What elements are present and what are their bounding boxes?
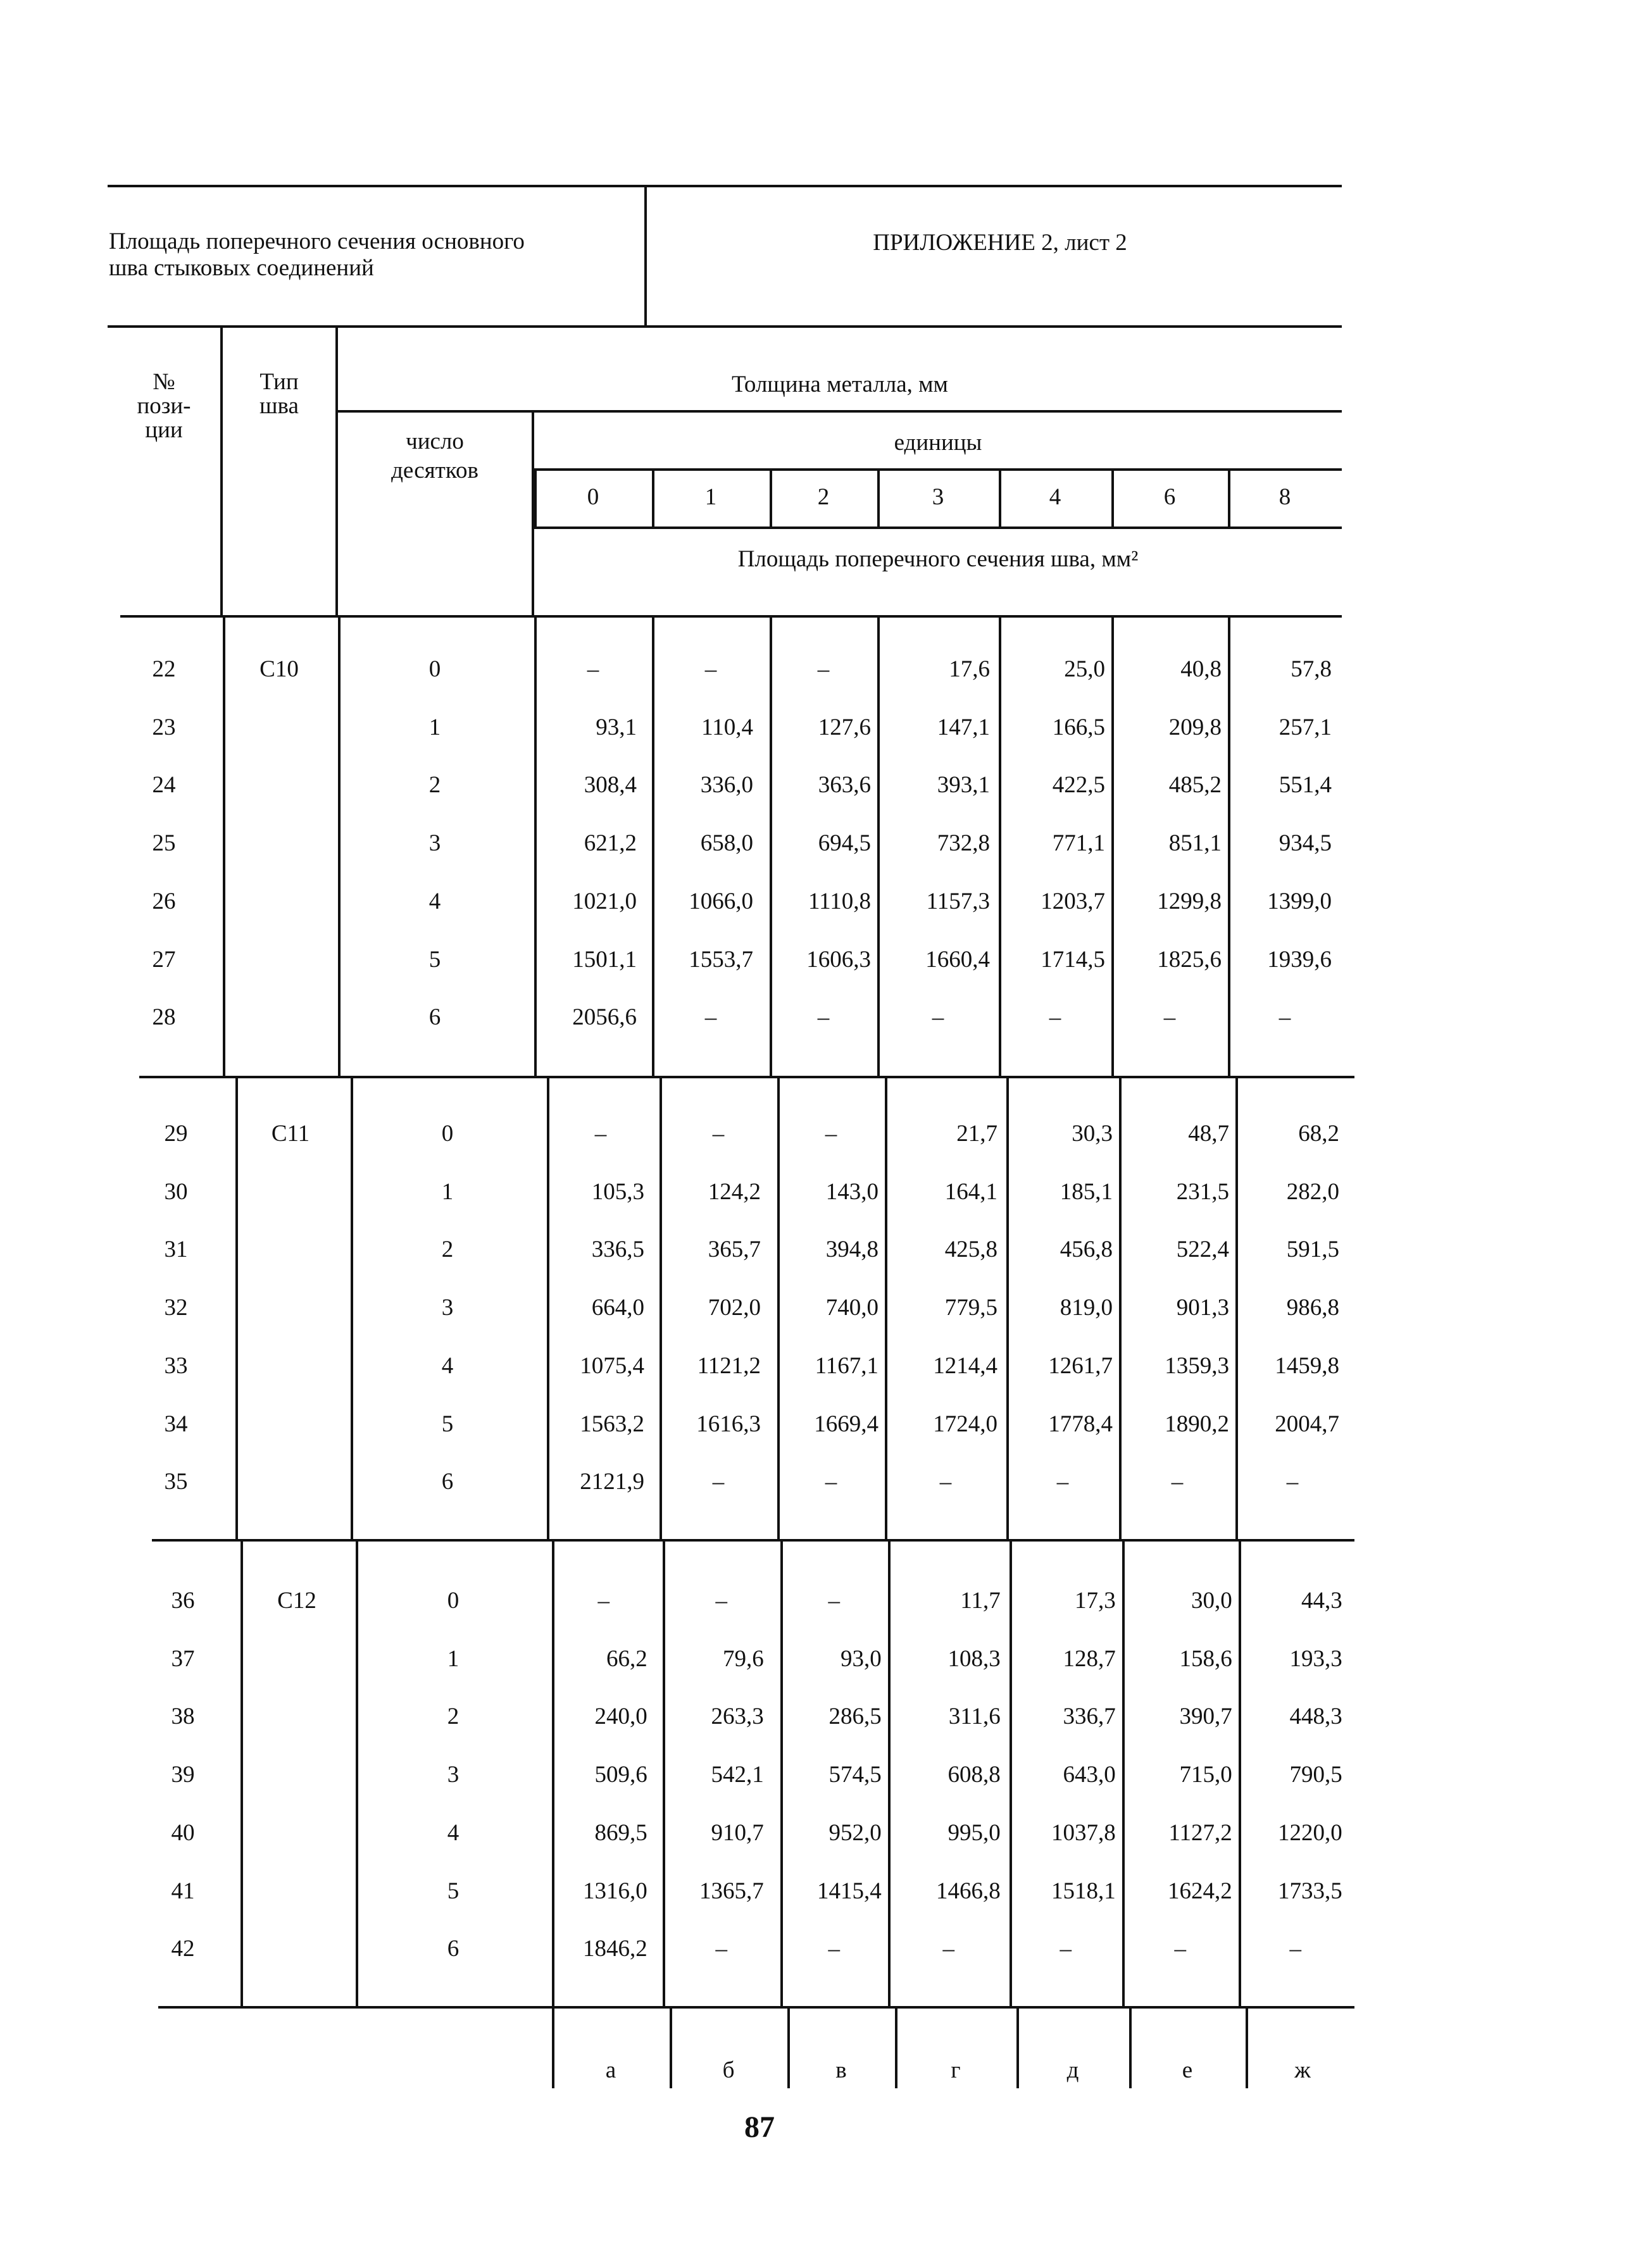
top-rule <box>108 185 1342 187</box>
area-value: 2056,6 <box>572 1004 637 1031</box>
area-value: 851,1 <box>1168 830 1222 857</box>
area-value: 66,2 <box>606 1645 647 1672</box>
column-letter: д <box>1066 2057 1079 2083</box>
area-value: 193,3 <box>1289 1645 1342 1672</box>
area-value: 1553,7 <box>689 946 753 973</box>
area-value: 336,5 <box>591 1237 644 1263</box>
area-value: 608,8 <box>947 1762 1001 1788</box>
unit-col-header: 6 <box>1163 484 1176 510</box>
area-value: 1415,4 <box>817 1878 882 1904</box>
pos-header-line3: ции <box>145 417 183 443</box>
group-separator-rule <box>139 1076 1354 1078</box>
column-letter: а <box>605 2057 616 2083</box>
area-value: – <box>1060 1936 1072 1962</box>
area-value: – <box>1279 1004 1291 1031</box>
pos-header-line1: № <box>153 369 175 395</box>
position-number: 31 <box>164 1237 188 1263</box>
area-value: 185,1 <box>1060 1178 1113 1205</box>
area-value: 44,3 <box>1301 1588 1342 1614</box>
unit-col-header: 1 <box>704 484 717 510</box>
position-number: 25 <box>152 830 176 857</box>
area-value: 1399,0 <box>1267 888 1332 914</box>
area-value: 1121,2 <box>697 1352 761 1379</box>
position-number: 28 <box>152 1004 176 1031</box>
area-value: 1459,8 <box>1275 1352 1339 1379</box>
area-value: 1724,0 <box>933 1411 997 1437</box>
area-value: 128,7 <box>1063 1645 1116 1672</box>
area-value: – <box>594 1121 607 1147</box>
position-number: 34 <box>164 1411 188 1437</box>
weld-type: С12 <box>277 1588 316 1614</box>
area-value: 311,6 <box>948 1704 1001 1730</box>
area-value: 448,3 <box>1289 1704 1342 1730</box>
column-letter: в <box>835 2057 847 2083</box>
area-value: 643,0 <box>1063 1762 1116 1788</box>
type-header-line2: шва <box>259 393 299 419</box>
area-value: – <box>704 656 717 682</box>
area-value: 231,5 <box>1176 1178 1229 1205</box>
tens-value: 4 <box>447 1819 460 1846</box>
group-separator-rule <box>158 2006 1354 2009</box>
area-value: 1220,0 <box>1278 1819 1342 1846</box>
header-divider <box>644 185 647 325</box>
tens-header-line1: число <box>406 428 464 454</box>
area-value: 1733,5 <box>1278 1878 1342 1904</box>
area-value: 257,1 <box>1279 714 1332 740</box>
area-value: – <box>715 1936 728 1962</box>
tens-value: 2 <box>447 1704 460 1730</box>
unit-col-header: 8 <box>1279 484 1291 510</box>
area-value: – <box>1286 1469 1299 1495</box>
position-number: 36 <box>171 1588 195 1614</box>
column-letter: б <box>722 2057 735 2083</box>
tens-value: 0 <box>441 1121 454 1147</box>
area-value: 551,4 <box>1279 772 1332 799</box>
area-value: 1066,0 <box>689 888 753 914</box>
area-value: 1939,6 <box>1267 946 1332 973</box>
area-value: 1157,3 <box>926 888 990 914</box>
group-separator-rule <box>152 1539 1354 1542</box>
area-value: 393,1 <box>937 772 990 799</box>
position-number: 23 <box>152 714 176 740</box>
area-value: 57,8 <box>1291 656 1332 682</box>
area-value: 1563,2 <box>580 1411 644 1437</box>
area-value: 30,0 <box>1191 1588 1232 1614</box>
position-number: 35 <box>164 1469 188 1495</box>
area-value: 934,5 <box>1279 830 1332 857</box>
area-value: 422,5 <box>1052 772 1105 799</box>
page-number: 87 <box>744 2110 775 2144</box>
position-number: 26 <box>152 888 176 914</box>
tens-value: 5 <box>428 946 441 973</box>
position-number: 38 <box>171 1704 195 1730</box>
area-value: 1606,3 <box>806 946 871 973</box>
weld-type: С11 <box>271 1121 310 1147</box>
area-value: – <box>1174 1936 1187 1962</box>
area-value: 105,3 <box>591 1178 644 1205</box>
area-value: – <box>1289 1936 1302 1962</box>
area-value: 986,8 <box>1286 1295 1339 1321</box>
area-value: 40,8 <box>1180 656 1222 682</box>
area-value: 621,2 <box>584 830 637 857</box>
tens-value: 1 <box>428 714 441 740</box>
position-number: 40 <box>171 1819 195 1846</box>
position-number: 27 <box>152 946 176 973</box>
unit-col-header: 3 <box>932 484 944 510</box>
tens-value: 3 <box>447 1762 460 1788</box>
area-value: 147,1 <box>937 714 990 740</box>
area-value: 995,0 <box>947 1819 1001 1846</box>
area-value: 456,8 <box>1060 1237 1113 1263</box>
area-value: 771,1 <box>1052 830 1105 857</box>
tens-header-line2: десятков <box>391 458 478 483</box>
position-number: 29 <box>164 1121 188 1147</box>
position-number: 39 <box>171 1762 195 1788</box>
area-value: 166,5 <box>1052 714 1105 740</box>
weld-type: С10 <box>259 656 299 682</box>
unit-col-header: 0 <box>587 484 599 510</box>
area-value: 1316,0 <box>583 1878 647 1904</box>
area-value: 108,3 <box>947 1645 1001 1672</box>
tens-value: 4 <box>441 1352 454 1379</box>
tens-value: 3 <box>441 1295 454 1321</box>
tens-value: 1 <box>441 1178 454 1205</box>
area-value: 1167,1 <box>815 1352 878 1379</box>
position-number: 42 <box>171 1936 195 1962</box>
tens-value: 0 <box>428 656 441 682</box>
area-value: – <box>1171 1469 1184 1495</box>
type-header-line1: Тип <box>259 369 299 395</box>
position-number: 32 <box>164 1295 188 1321</box>
tens-value: 4 <box>428 888 441 914</box>
area-value: 93,0 <box>841 1645 882 1672</box>
position-number: 33 <box>164 1352 188 1379</box>
area-value: 48,7 <box>1188 1121 1229 1147</box>
unit-col-header: 2 <box>817 484 830 510</box>
area-value: – <box>817 656 830 682</box>
area-value: 522,4 <box>1176 1237 1229 1263</box>
area-value: 1203,7 <box>1041 888 1105 914</box>
area-value: 1214,4 <box>933 1352 997 1379</box>
area-value: 694,5 <box>818 830 871 857</box>
area-value: – <box>932 1004 944 1031</box>
area-value: 143,0 <box>825 1178 878 1205</box>
tens-value: 1 <box>447 1645 460 1672</box>
area-value: 1616,3 <box>696 1411 761 1437</box>
tens-value: 6 <box>447 1936 460 1962</box>
area-value: 110,4 <box>701 714 753 740</box>
area-value: 1714,5 <box>1041 946 1105 973</box>
units-header: единицы <box>894 430 982 456</box>
area-value: 732,8 <box>937 830 990 857</box>
area-value: 263,3 <box>711 1704 764 1730</box>
area-value: 93,1 <box>596 714 637 740</box>
area-value: – <box>712 1121 725 1147</box>
column-letter: ж <box>1294 2057 1311 2083</box>
area-value: – <box>712 1469 725 1495</box>
area-value: – <box>828 1588 841 1614</box>
position-number: 30 <box>164 1178 188 1205</box>
area-value: 542,1 <box>711 1762 764 1788</box>
area-value: – <box>828 1936 841 1962</box>
unit-cols-bottom-rule <box>534 526 1342 529</box>
area-value: 124,2 <box>708 1178 761 1205</box>
area-value: – <box>817 1004 830 1031</box>
column-letter: г <box>951 2057 961 2083</box>
area-value: 574,5 <box>828 1762 882 1788</box>
area-value: 11,7 <box>960 1588 1001 1614</box>
area-value: 1365,7 <box>699 1878 764 1904</box>
area-value: 336,0 <box>700 772 753 799</box>
doc-title-line2: шва стыковых соединений <box>109 255 374 281</box>
area-value: 30,3 <box>1072 1121 1113 1147</box>
area-value: 591,5 <box>1286 1237 1339 1263</box>
position-number: 22 <box>152 656 176 682</box>
thickness-rule <box>338 410 1342 413</box>
area-value: 664,0 <box>591 1295 644 1321</box>
area-value: 282,0 <box>1286 1178 1339 1205</box>
area-value: 869,5 <box>594 1819 647 1846</box>
area-value: 363,6 <box>818 772 871 799</box>
area-value: 910,7 <box>711 1819 764 1846</box>
area-value: 394,8 <box>825 1237 878 1263</box>
area-value: 1261,7 <box>1048 1352 1113 1379</box>
area-value: 2004,7 <box>1275 1411 1339 1437</box>
pos-header-line2: пози- <box>137 393 191 419</box>
area-value: 1669,4 <box>814 1411 878 1437</box>
area-value: 2121,9 <box>580 1469 644 1495</box>
area-value: 390,7 <box>1179 1704 1232 1730</box>
area-value: 79,6 <box>723 1645 764 1672</box>
area-value: 1110,8 <box>808 888 871 914</box>
area-value: 336,7 <box>1063 1704 1116 1730</box>
area-value: 779,5 <box>944 1295 997 1321</box>
area-value: 127,6 <box>818 714 871 740</box>
appendix-label: ПРИЛОЖЕНИЕ 2, лист 2 <box>873 230 1127 256</box>
units-rule <box>534 468 1342 471</box>
column-letter: е <box>1182 2057 1193 2083</box>
area-value: 17,6 <box>949 656 990 682</box>
header-bottom-rule <box>108 325 1342 328</box>
tens-value: 2 <box>428 772 441 799</box>
area-value: 209,8 <box>1168 714 1222 740</box>
area-value: 240,0 <box>594 1704 647 1730</box>
area-value: 1075,4 <box>580 1352 644 1379</box>
area-value: 308,4 <box>584 772 637 799</box>
head-bottom-rule <box>120 615 1342 618</box>
area-value: – <box>1163 1004 1176 1031</box>
position-number: 24 <box>152 772 176 799</box>
area-value: 1359,3 <box>1165 1352 1229 1379</box>
area-value: 1299,8 <box>1157 888 1222 914</box>
area-value: 1624,2 <box>1168 1878 1232 1904</box>
tens-value: 5 <box>441 1411 454 1437</box>
area-value: – <box>825 1121 837 1147</box>
area-value: 901,3 <box>1176 1295 1229 1321</box>
area-value: – <box>942 1936 955 1962</box>
area-value: – <box>1049 1004 1061 1031</box>
body-col-line <box>223 618 225 1076</box>
area-value: 790,5 <box>1289 1762 1342 1788</box>
thickness-header: Толщина металла, мм <box>732 371 948 397</box>
position-number: 37 <box>171 1645 195 1672</box>
area-value: 1660,4 <box>925 946 990 973</box>
area-value: 68,2 <box>1298 1121 1339 1147</box>
area-value: 25,0 <box>1064 656 1105 682</box>
area-value: – <box>1056 1469 1069 1495</box>
area-value: – <box>704 1004 717 1031</box>
area-value: 158,6 <box>1179 1645 1232 1672</box>
unit-col-header: 4 <box>1049 484 1061 510</box>
tens-value: 6 <box>441 1469 454 1495</box>
tens-value: 3 <box>428 830 441 857</box>
area-value: 1846,2 <box>583 1936 647 1962</box>
area-value: 425,8 <box>944 1237 997 1263</box>
area-value: 1825,6 <box>1157 946 1222 973</box>
area-value: 740,0 <box>825 1295 878 1321</box>
tens-value: 6 <box>428 1004 441 1031</box>
area-header: Площадь поперечного сечения шва, мм² <box>737 546 1139 572</box>
doc-title-line1: Площадь поперечного сечения основного <box>109 228 525 254</box>
area-value: 1466,8 <box>936 1878 1001 1904</box>
tens-value: 5 <box>447 1878 460 1904</box>
area-value: 715,0 <box>1179 1762 1232 1788</box>
area-value: 485,2 <box>1168 772 1222 799</box>
area-value: 286,5 <box>828 1704 882 1730</box>
area-value: 1127,2 <box>1168 1819 1232 1846</box>
area-value: 365,7 <box>708 1237 761 1263</box>
tens-value: 0 <box>447 1588 460 1614</box>
area-value: 164,1 <box>944 1178 997 1205</box>
area-value: 509,6 <box>594 1762 647 1788</box>
tens-value: 2 <box>441 1237 454 1263</box>
area-value: – <box>825 1469 837 1495</box>
area-value: 1778,4 <box>1048 1411 1113 1437</box>
area-value: 1037,8 <box>1051 1819 1116 1846</box>
area-value: 1021,0 <box>572 888 637 914</box>
area-value: – <box>715 1588 728 1614</box>
area-value: 21,7 <box>956 1121 997 1147</box>
area-value: 658,0 <box>700 830 753 857</box>
area-value: – <box>587 656 599 682</box>
area-value: – <box>939 1469 952 1495</box>
area-value: 1501,1 <box>572 946 637 973</box>
area-value: – <box>597 1588 610 1614</box>
area-value: 952,0 <box>828 1819 882 1846</box>
area-value: 1890,2 <box>1165 1411 1229 1437</box>
area-value: 819,0 <box>1060 1295 1113 1321</box>
area-value: 702,0 <box>708 1295 761 1321</box>
area-value: 17,3 <box>1075 1588 1116 1614</box>
area-value: 1518,1 <box>1051 1878 1116 1904</box>
position-number: 41 <box>171 1878 195 1904</box>
